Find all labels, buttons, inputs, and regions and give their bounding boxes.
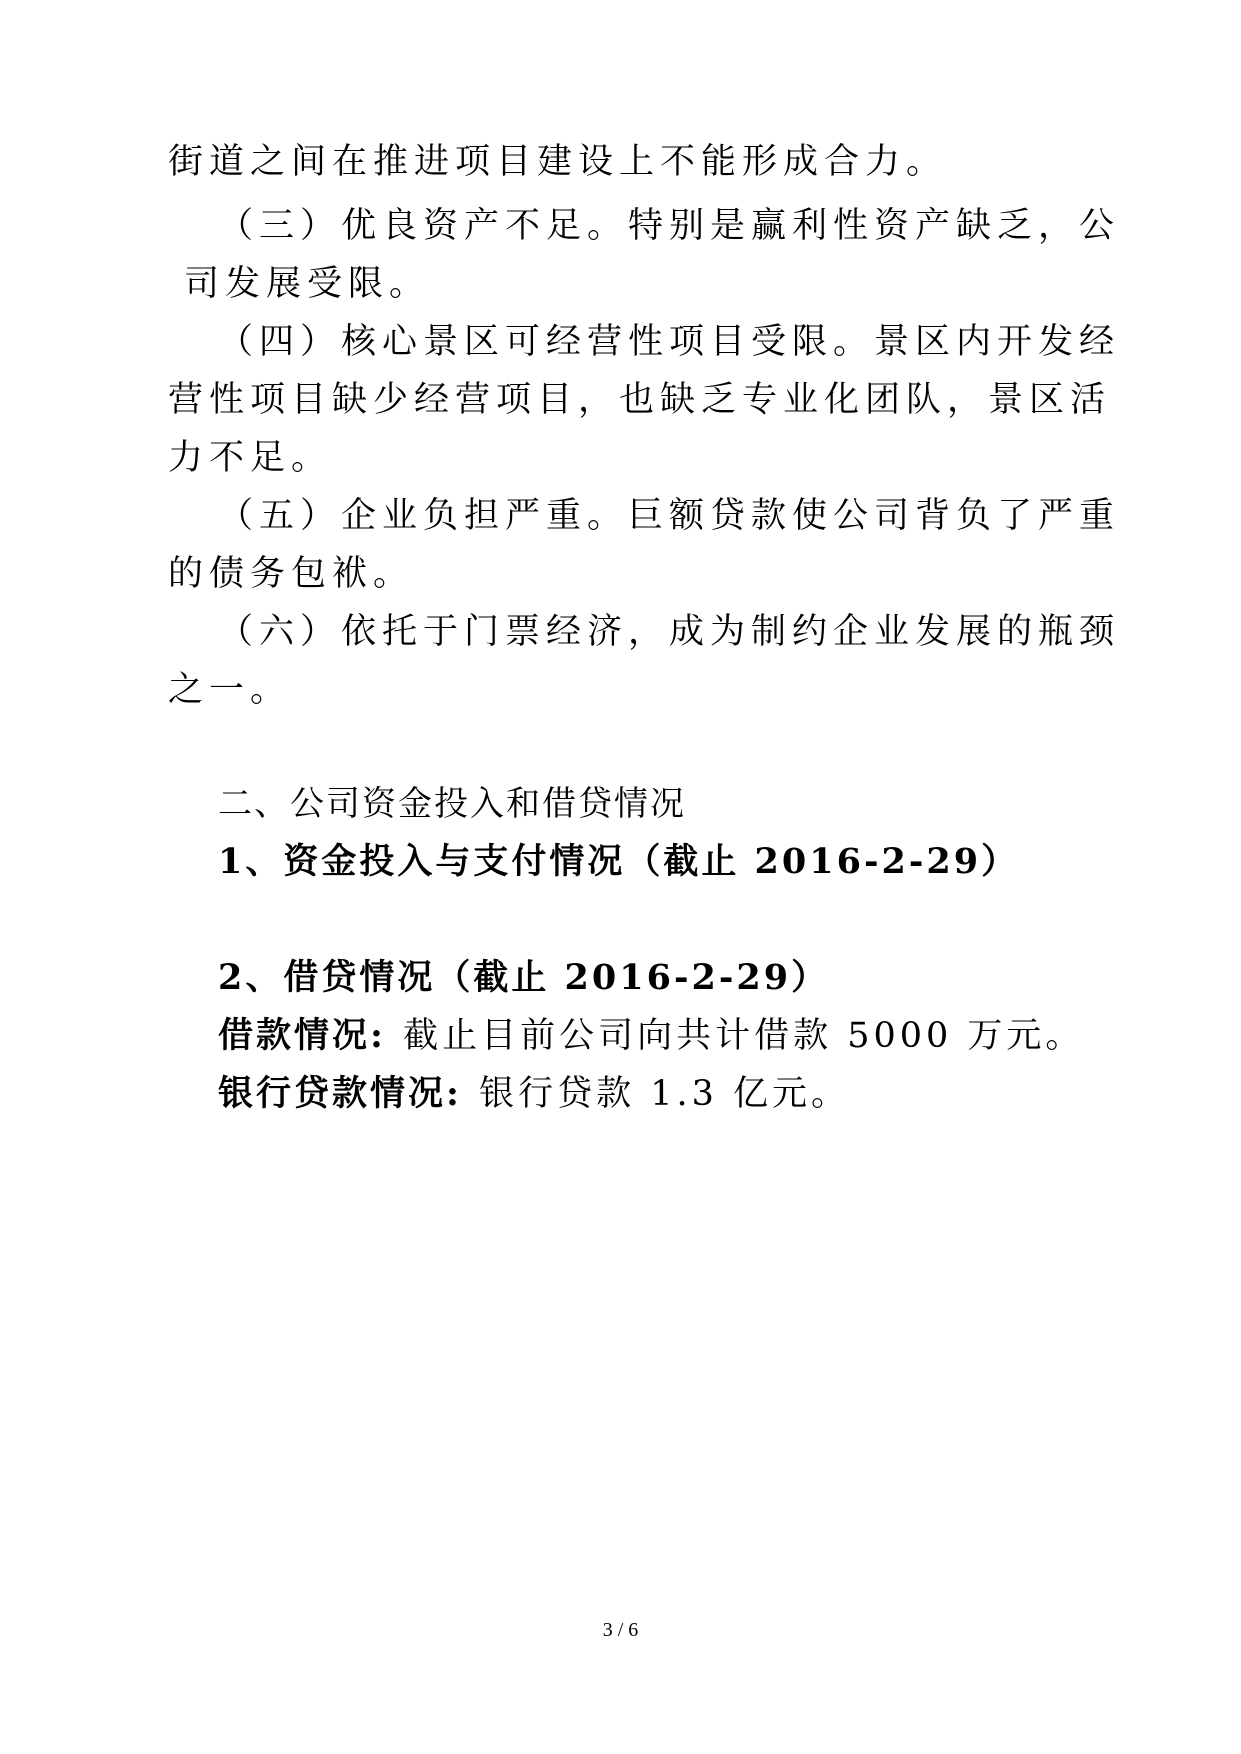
body-line: （三）优良资产不足。特别是赢利性资产缺乏，公 <box>218 206 1121 246</box>
loan-label: 借款情况: <box>218 1015 386 1056</box>
bank-loan-label: 银行贷款情况: <box>218 1073 462 1114</box>
section-heading: 二、公司资金投入和借贷情况 <box>218 784 686 824</box>
body-line: （五）企业负担严重。巨额贷款使公司背负了严重 <box>218 496 1121 536</box>
body-line: 营性项目缺少经营项目，也缺乏专业化团队，景区活 <box>168 380 1112 420</box>
body-line: （六）依托于门票经济，成为制约企业发展的瓶颈 <box>218 612 1121 652</box>
body-line: 之一。 <box>168 670 292 710</box>
page-number: 3 / 6 <box>602 1619 639 1641</box>
loan-text: 截止目前公司向共计借款 5000 万元。 <box>403 1016 1085 1056</box>
body-line: （四）核心景区可经营性项目受限。景区内开发经 <box>218 322 1121 362</box>
body-line: 街道之间在推进项目建设上不能形成合力。 <box>168 142 948 182</box>
subsection-heading: 2、借贷情况（截止 2016-2-29） <box>218 957 830 998</box>
bank-loan-text: 银行贷款 1.3 亿元。 <box>479 1074 850 1114</box>
body-line: 的债务包袱。 <box>168 554 415 594</box>
body-line: 力不足。 <box>168 438 333 478</box>
loan-line <box>218 1014 1084 1058</box>
subsection-heading: 1、资金投入与支付情况（截止 2016-2-29） <box>218 841 1020 882</box>
body-line: 司发展受限。 <box>184 264 431 304</box>
bank-loan-line <box>218 1072 850 1116</box>
